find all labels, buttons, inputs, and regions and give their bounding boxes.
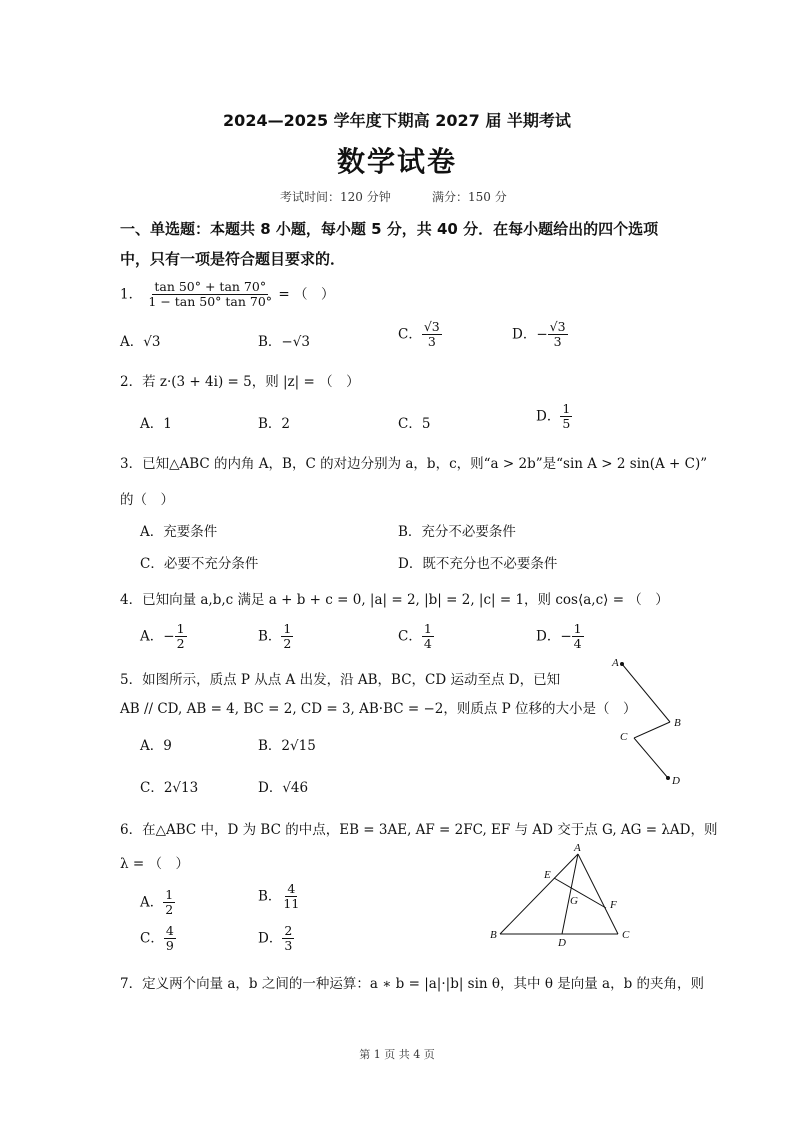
fraction-denominator: 3	[427, 334, 436, 350]
question-1-option-d[interactable]	[512, 320, 568, 350]
question-3-option-c[interactable]: C．必要不充分条件	[140, 556, 259, 572]
fraction-numerator: 1	[562, 401, 571, 416]
question-1-denominator: 1 − tan 50° tan 70°	[148, 294, 273, 310]
question-2-option-d[interactable]	[536, 402, 572, 432]
question-6-stem-line2: λ = （ ）	[120, 856, 189, 872]
question-4-option-d[interactable]	[536, 622, 584, 652]
fraction-numerator: 4	[287, 881, 296, 896]
point-label-a: A	[612, 657, 619, 669]
question-5-option-d[interactable]: D．√46	[258, 780, 309, 796]
option-label: D．	[258, 930, 283, 947]
full-score: 满分：150 分	[432, 190, 507, 204]
fraction-denominator: 9	[165, 938, 174, 954]
question-3-option-a[interactable]: A．充要条件	[140, 524, 218, 540]
option-label: A．−	[140, 628, 175, 645]
question-3-option-d[interactable]: D．既不充分也不必要条件	[398, 556, 558, 572]
section-heading-line2: 中，只有一项是符合题目要求的．	[120, 250, 346, 268]
point-d-dot	[666, 776, 670, 780]
point-label-e: E	[544, 869, 551, 881]
segment-cd	[634, 738, 668, 778]
question-1-option-a[interactable]: A．√3	[120, 334, 161, 350]
question-5-option-a[interactable]: A．9	[140, 738, 172, 754]
fraction-numerator: √3	[423, 319, 440, 334]
point-label-b: B	[674, 717, 681, 729]
option-label: C．	[398, 628, 422, 645]
point-label-f: F	[610, 899, 617, 911]
fraction-numerator: 1	[423, 621, 432, 636]
vertex-label-b: B	[490, 929, 497, 941]
fraction-denominator: 3	[284, 938, 293, 954]
question-1-option-b[interactable]: B．−√3	[258, 334, 310, 350]
option-label: D．	[536, 408, 561, 425]
point-label-d: D	[558, 937, 566, 948]
question-5-stem-line2: AB // CD, AB = 4, BC = 2, CD = 3, AB·BC = −2，则质点 P 位移的大小是（ ）	[120, 701, 637, 717]
fraction-numerator: 1	[176, 621, 185, 636]
segment-bc	[634, 722, 670, 738]
page-footer: 第 1 页 共 4 页	[359, 1048, 435, 1061]
option-label: C．	[140, 930, 164, 947]
fraction-denominator: 2	[283, 636, 292, 652]
question-3-option-b[interactable]: B．充分不必要条件	[398, 524, 516, 540]
question-6-option-c[interactable]	[140, 924, 176, 954]
fraction-numerator: 2	[284, 923, 293, 938]
vertex-label-c: C	[622, 929, 630, 941]
fraction-numerator: √3	[549, 319, 566, 334]
side-ab	[500, 854, 578, 934]
subject-title: 数学试卷	[336, 145, 457, 178]
question-6-option-d[interactable]	[258, 924, 294, 954]
option-label: D．−	[512, 326, 548, 343]
option-label: B．	[258, 628, 282, 645]
option-label: D．−	[536, 628, 572, 645]
question-5-figure	[600, 652, 695, 792]
fraction-denominator: 4	[423, 636, 432, 652]
point-label-g: G	[570, 895, 578, 907]
point-a-dot	[620, 662, 624, 666]
question-1-tail: = （ ）	[278, 286, 335, 303]
median-ad	[562, 854, 578, 934]
fraction-numerator: 1	[165, 887, 174, 902]
question-1-number: 1．	[120, 286, 143, 303]
question-5-stem-line1: 5．如图所示，质点 P 从点 A 出发，沿 AB，BC，CD 运动至点 D，已知	[120, 672, 561, 688]
question-2-stem: 2．若 z·(3 + 4i) = 5，则 |z| = （ ）	[120, 374, 360, 390]
question-6-stem-line1: 6．在△ABC 中，D 为 BC 的中点，EB = 3AE, AF = 2FC, EF 与 AD 交于点 G, AG = λAD，则	[120, 822, 718, 838]
fraction-denominator: 3	[553, 334, 562, 350]
question-1-numerator: tan 50° + tan 70°	[154, 279, 267, 294]
segment-ab	[622, 664, 670, 722]
question-2-option-b[interactable]: B．2	[258, 416, 291, 432]
fraction-denominator: 11	[283, 896, 300, 912]
question-3-stem-line2: 的（ ）	[120, 492, 174, 508]
fraction-denominator: 5	[562, 416, 571, 432]
point-label-c: C	[620, 731, 628, 743]
question-2-option-a[interactable]: A．1	[140, 416, 172, 432]
question-4-option-b[interactable]	[258, 622, 293, 652]
fraction-numerator: 4	[165, 923, 174, 938]
question-4-option-a[interactable]	[140, 622, 187, 652]
question-6-figure	[486, 842, 636, 948]
question-7-stem: 7．定义两个向量 a，b 之间的一种运算：a ∗ b = |a|·|b| sin θ，其中 θ 是向量 a，b 的夹角，则	[120, 976, 705, 992]
question-6-option-b[interactable]	[258, 882, 301, 912]
question-4-option-c[interactable]	[398, 622, 434, 652]
side-ac	[578, 854, 618, 934]
question-6-option-a[interactable]	[140, 888, 175, 918]
exam-time: 考试时间：120 分钟	[280, 190, 391, 204]
question-2-option-c[interactable]: C．5	[398, 416, 431, 432]
vertex-label-a: A	[574, 842, 581, 854]
section-heading-line1: 一、单选题：本题共 8 小题，每小题 5 分，共 40 分．在每小题给出的四个选项	[120, 220, 659, 238]
option-label: A．	[140, 894, 164, 911]
option-label: C．	[398, 326, 422, 343]
question-5-option-b[interactable]: B．2√15	[258, 738, 316, 754]
option-label: B．	[258, 888, 282, 905]
question-1-fraction	[146, 280, 274, 310]
fraction-numerator: 1	[283, 621, 292, 636]
question-5-option-c[interactable]: C．2√13	[140, 780, 199, 796]
exam-title: 2024—2025 学年度下期高 2027 届 半期考试	[223, 111, 571, 130]
segment-ef	[554, 878, 606, 908]
fraction-denominator: 4	[573, 636, 582, 652]
question-3-stem-line1: 3．已知△ABC 的内角 A，B，C 的对边分别为 a，b，c，则“a > 2b”是“sin A > 2 sin(A + C)”	[120, 456, 708, 472]
question-1-stem	[120, 280, 334, 310]
question-1-option-c[interactable]	[398, 320, 442, 350]
point-label-d: D	[672, 775, 680, 787]
fraction-denominator: 2	[176, 636, 185, 652]
question-4-stem: 4．已知向量 a,b,c 满足 a + b + c = 0, |a| = 2, |b| = 2, |c| = 1，则 cos⟨a,c⟩ = （ ）	[120, 592, 669, 608]
fraction-numerator: 1	[573, 621, 582, 636]
fraction-denominator: 2	[165, 902, 174, 918]
